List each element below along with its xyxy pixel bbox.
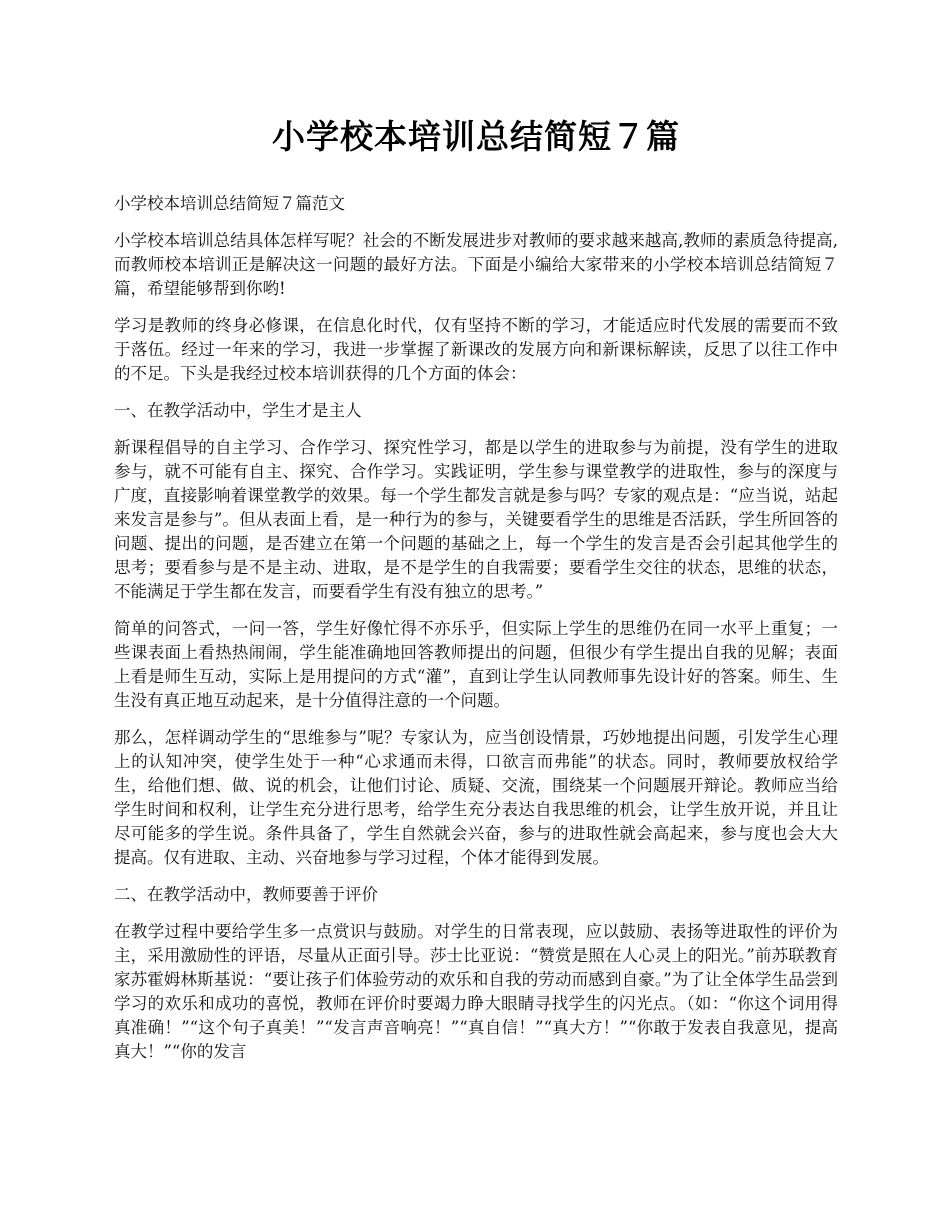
body-paragraph: 那么，怎样调动学生的“思维参与”呢？专家认为，应当创设情景，巧妙地提出问题，引发学生心理上的认知冲突，使学生处于一种“心求通而未得，口欲言而弗能”的状态。同时，教师要放权给学生，给他们想、做、说的机会，让他们讨论、质疑、交流，围绕某一个问题展开辩论。教师应当给学生时间和权利，让学生充分进行思考，给学生充分表达自我思维的机会，让学生放开说，并且让尽可能多的学生说。条件具备了，学生自然就会兴奋，参与的进取性就会高起来，参与度也会大大提高。仅有进取、主动、兴奋地参与学习过程，个体才能得到发展。 [114,728,838,867]
body-paragraph: 在教学过程中要给学生多一点赏识与鼓励。对学生的日常表现，应以鼓励、表扬等进取性的评价为主，采用激励性的评语，尽量从正面引导。莎士比亚说：“赞赏是照在人心灵上的阳光。”前苏联教育家苏霍姆林斯基说：“要让孩子们体验劳动的欢乐和自我的劳动而感到自豪。”为了让全体学生品尝到学习的欢乐和成功的喜悦，教师在评价时要竭力睁大眼睛寻找学生的闪光点。（如：“你这个词用得真准确！”“这个句子真美！”“发言声音响亮！”“真自信！”“真大方！”“你敢于发表自我意见，提高真大！”“你的发言 [114,922,838,1061]
section-heading-2: 二、在教学活动中，教师要善于评价 [114,885,378,904]
body-paragraph: 简单的问答式，一问一答，学生好像忙得不亦乐乎，但实际上学生的思维仍在同一水平上重复；一些课表面上看热热闹闹，学生能准确地回答教师提出的问题，但很少有学生提出自我的见解；表面上看是师生互动，实际上是用提问的方式“灌”，直到让学生认同教师事先设计好的答案。师生、生生没有真正地互动起来，是十分值得注意的一个问题。 [114,619,838,710]
section-heading-1: 一、在教学活动中，学生才是主人 [114,401,362,420]
body-paragraph: 新课程倡导的自主学习、合作学习、探究性学习，都是以学生的进取参与为前提，没有学生的进取参与，就不可能有自主、探究、合作学习。实践证明，学生参与课堂教学的进取性，参与的深度与广度，直接影响着课堂教学的效果。每一个学生都发言就是参与吗？专家的观点是：“应当说，站起来发言是参与”。但从表面上看，是一种行为的参与，关键要看学生的思维是否活跃，学生所回答的问题、提出的问题，是否建立在第一个问题的基础之上，每一个学生的发言是否会引起其他学生的思考；要看参与是不是主动、进取，是不是学生的自我需要；要看学生交往的状态，思维的状态，不能满足于学生都在发言，而要看学生有没有独立的思考。” [114,438,838,601]
document-body [114,112,838,1077]
document-subtitle: 小学校本培训总结简短７篇范文 [114,194,345,213]
document-title: 小学校本培训总结简短７篇 [272,117,680,156]
intro-paragraph: 小学校本培训总结具体怎样写呢？社会的不断发展进步对教师的要求越来越高,教师的素质急待提高,而教师校本培训正是解决这一问题的最好方法。下面是小编给大家带来的小学校本培训总结简短７篇，希望能够帮到你哟! [114,231,838,298]
body-paragraph: 学习是教师的终身必修课，在信息化时代，仅有坚持不断的学习，才能适应时代发展的需要而不致于落伍。经过一年来的学习，我进一步掌握了新课改的发展方向和新课标解读，反思了以往工作中的不足。下头是我经过校本培训获得的几个方面的体会： [114,316,838,383]
